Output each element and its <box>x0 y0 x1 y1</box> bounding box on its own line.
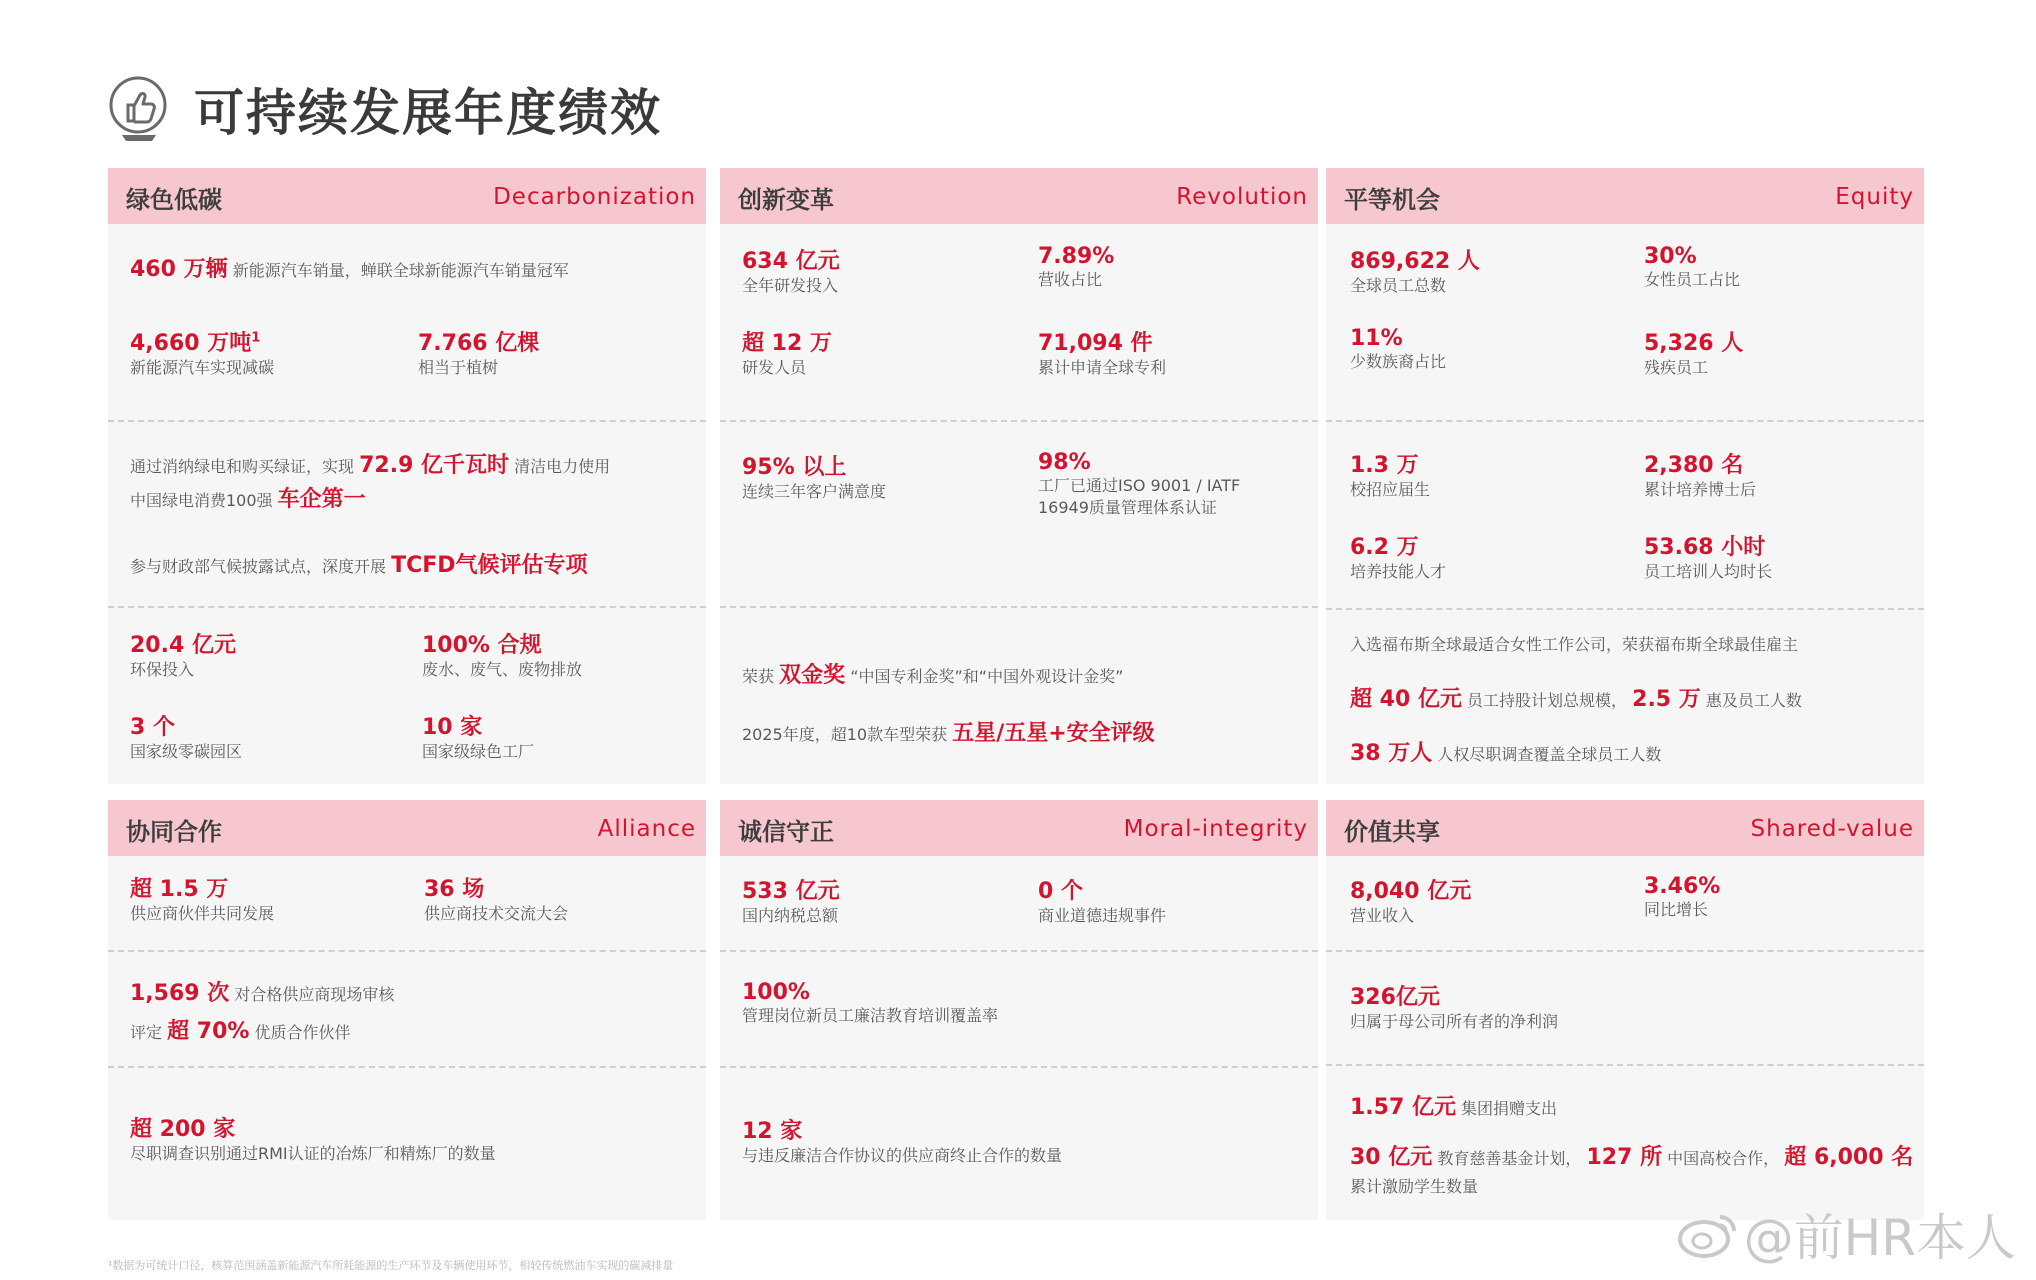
stat-tcfd <box>130 548 588 579</box>
stat-text: 新能源汽车销量，蝉联全球新能源汽车销量冠军 <box>232 261 569 280</box>
stat-value: 20.4 亿元 <box>130 633 236 658</box>
stat-tech-conferences <box>424 872 568 925</box>
divider <box>720 420 1318 422</box>
panel-title-en: Revolution <box>1176 184 1308 210</box>
divider <box>108 606 706 608</box>
stat-text: 教育慈善基金计划， <box>1437 1149 1582 1168</box>
panel-alliance <box>108 800 706 1220</box>
stat-skilled <box>1350 530 1446 583</box>
stat-zero-carbon-park <box>130 710 242 763</box>
panel-header <box>720 800 1318 856</box>
stat-label: 国家级绿色工厂 <box>422 742 535 761</box>
stat-education-fund <box>1350 1140 1913 1171</box>
stat-green-factory <box>422 710 534 763</box>
stat-value: 超 12 万 <box>742 331 832 356</box>
stat-human-rights <box>1350 736 1661 767</box>
panel-header <box>720 168 1318 224</box>
stat-value: 车企第一 <box>277 487 366 512</box>
stat-label: 国家级零碳园区 <box>130 742 243 761</box>
panel-title-cn: 平等机会 <box>1344 186 1440 214</box>
stat-value: 0 个 <box>1038 879 1083 904</box>
panel-title-en: Shared-value <box>1750 816 1914 842</box>
stat-value: 1,569 次 <box>130 981 230 1006</box>
stat-label: 累计申请全球专利 <box>1038 358 1167 377</box>
stat-value: 3 个 <box>130 715 175 740</box>
stat-value: 4,660 万吨 <box>130 331 252 356</box>
stat-rmi <box>130 1112 496 1165</box>
stat-label: 女性员工占比 <box>1644 270 1741 289</box>
stat-label: 全球员工总数 <box>1350 276 1447 295</box>
stat-text: 荣获 <box>742 667 775 686</box>
stat-label: 管理岗位新员工廉洁教育培训覆盖率 <box>742 1006 999 1025</box>
stat-value: 1.3 万 <box>1350 453 1419 478</box>
stat-label: 营收占比 <box>1038 270 1103 289</box>
stat-value: 2,380 名 <box>1644 453 1744 478</box>
stat-postdocs <box>1644 448 1756 501</box>
thumbs-up-trophy-icon <box>108 75 172 143</box>
stat-tax <box>742 874 840 927</box>
stat-revenue <box>1350 874 1471 927</box>
stat-label: 与违反廉洁合作协议的供应商终止合作的数量 <box>742 1146 1063 1165</box>
stat-label: 废水、废气、废物排放 <box>422 660 583 679</box>
stat-value: 1.57 亿元 <box>1350 1095 1456 1120</box>
stat-value: 超 1.5 万 <box>130 877 229 902</box>
stat-value: 双金奖 <box>779 663 846 688</box>
panel-title-cn: 创新变革 <box>738 186 834 214</box>
panel-title-cn: 价值共享 <box>1344 818 1440 846</box>
stat-safety-rating <box>742 716 1155 747</box>
panel-title-en: Decarbonization <box>493 184 696 210</box>
panel-moral-integrity <box>720 800 1318 1220</box>
stat-value: 36 场 <box>424 877 485 902</box>
stat-rd-investment <box>742 244 840 297</box>
stat-label: 归属于母公司所有者的净利润 <box>1350 1012 1559 1031</box>
panel-header <box>108 168 706 224</box>
stat-value: 12 家 <box>742 1119 803 1144</box>
stat-label: 少数族裔占比 <box>1350 352 1447 371</box>
stat-label: 供应商技术交流大会 <box>424 904 569 923</box>
stat-value: TCFD气候评估专项 <box>391 553 588 578</box>
panel-header <box>1326 168 1924 224</box>
stat-revenue-ratio <box>1038 244 1114 291</box>
divider <box>108 1066 706 1068</box>
stat-iso <box>1038 450 1240 519</box>
footnote: ¹数据为可统计口径，核算范围涵盖新能源汽车所耗能源的生产环节及车辆使用环节，相较传统燃油车实现的碳减排量 <box>108 1259 674 1272</box>
divider <box>108 950 706 952</box>
stat-value: 五星/五星+安全评级 <box>952 721 1155 746</box>
stat-text: 集团捐赠支出 <box>1461 1099 1558 1118</box>
stat-satisfaction <box>742 450 886 503</box>
stat-value: 2.5 万 <box>1632 687 1701 712</box>
stat-growth <box>1644 874 1720 921</box>
stat-label: 尽职调查识别通过RMI认证的冶炼厂和精炼厂的数量 <box>130 1144 496 1163</box>
footnote-marker: 1 <box>251 330 261 346</box>
panel-equity <box>1326 168 1924 784</box>
panel-header <box>108 800 706 856</box>
stat-value: 53.68 小时 <box>1644 535 1766 560</box>
stat-green-power <box>130 448 610 479</box>
stat-employees <box>1350 244 1480 297</box>
stat-text: 评定 <box>130 1023 163 1042</box>
page-header <box>108 72 662 146</box>
stat-label: 供应商伙伴共同发展 <box>130 904 275 923</box>
stat-label: 环保投入 <box>130 660 195 679</box>
stat-value: 98% <box>1038 450 1091 475</box>
stat-label: 研发人员 <box>742 358 807 377</box>
stat-training-hours <box>1644 530 1772 583</box>
stat-partners <box>130 872 274 925</box>
panel-revolution <box>720 168 1318 784</box>
stat-label: 国内纳税总额 <box>742 906 839 925</box>
panel-title-cn: 协同合作 <box>126 818 222 846</box>
stat-value: 超 70% <box>167 1019 250 1044</box>
stat-audits <box>130 976 394 1007</box>
divider <box>720 606 1318 608</box>
stat-value: 71,094 件 <box>1038 331 1153 356</box>
stat-value: 超 200 家 <box>130 1117 236 1142</box>
stat-label: 新能源汽车实现减碳 <box>130 358 275 377</box>
stat-value: 3.46% <box>1644 874 1721 899</box>
panel-title-en: Alliance <box>597 816 696 842</box>
stat-label: 工厂已通过ISO 9001 / IATF <box>1038 476 1241 495</box>
stat-label: 员工培训人均时长 <box>1644 562 1773 581</box>
stat-value: 533 亿元 <box>742 879 840 904</box>
stat-label: 培养技能人才 <box>1350 562 1447 581</box>
divider <box>1326 1064 1924 1066</box>
stat-value: 11% <box>1350 326 1403 351</box>
stat-label: 16949质量管理体系认证 <box>1038 498 1217 517</box>
stat-rd-staff <box>742 326 832 379</box>
stat-quality-partners <box>130 1014 351 1045</box>
stat-value: 5,326 人 <box>1644 331 1744 356</box>
divider <box>1326 420 1924 422</box>
stat-value: 326亿元 <box>1350 985 1440 1010</box>
stat-value: 72.9 亿千瓦时 <box>359 453 510 478</box>
panel-shared-value <box>1326 800 1924 1220</box>
stat-text: 员工持股计划总规模， <box>1467 691 1628 710</box>
stat-text: 清洁电力使用 <box>514 457 611 476</box>
stat-disabled <box>1644 326 1743 379</box>
stat-value: 6.2 万 <box>1350 535 1419 560</box>
stat-violations <box>1038 874 1166 927</box>
stat-text: 优质合作伙伴 <box>254 1023 351 1042</box>
stat-forbes <box>1350 632 1798 655</box>
stat-patents <box>1038 326 1166 379</box>
stat-gold-award <box>742 658 1123 689</box>
stat-ev-sales <box>130 252 569 283</box>
panel-header <box>1326 800 1924 856</box>
stat-label: 相当于植树 <box>418 358 499 377</box>
panel-title-cn: 绿色低碳 <box>126 186 222 214</box>
panel-title-en: Equity <box>1835 184 1914 210</box>
stat-value: 95% 以上 <box>742 455 847 480</box>
stat-text: 参与财政部气候披露试点，深度开展 <box>130 557 387 576</box>
weibo-icon <box>1676 1209 1738 1259</box>
divider <box>1326 950 1924 952</box>
stat-female <box>1644 244 1740 291</box>
page-title: 可持续发展年度绩效 <box>194 84 662 142</box>
stat-net-profit <box>1350 980 1558 1033</box>
stat-label: 同比增长 <box>1644 900 1709 919</box>
stat-value: 38 万人 <box>1350 741 1433 766</box>
divider <box>720 1066 1318 1068</box>
stat-value: 127 所 <box>1586 1145 1663 1170</box>
stat-value: 460 万辆 <box>130 257 228 282</box>
stat-terminated-suppliers <box>742 1114 1062 1167</box>
stat-text: “中国专利金奖”和“中国外观设计金奖” <box>850 667 1124 686</box>
stat-value: 30% <box>1644 244 1697 269</box>
divider <box>1326 608 1924 610</box>
stat-text: 人权尽职调查覆盖全球员工人数 <box>1437 745 1662 764</box>
stat-compliance <box>422 628 582 681</box>
stat-donations <box>1350 1090 1557 1121</box>
divider <box>720 950 1318 952</box>
stat-value: 8,040 亿元 <box>1350 879 1472 904</box>
panel-decarbonization <box>108 168 706 784</box>
stat-value: 30 亿元 <box>1350 1145 1433 1170</box>
stat-value: 7.766 亿棵 <box>418 331 540 356</box>
stat-env-investment <box>130 628 236 681</box>
stat-trees <box>418 326 539 379</box>
watermark-text: @前HR本人 <box>1743 1209 2016 1267</box>
stat-label: 全年研发投入 <box>742 276 839 295</box>
stat-label: 校招应届生 <box>1350 480 1431 499</box>
stat-value: 超 40 亿元 <box>1350 687 1462 712</box>
stat-text: 2025年度，超10款车型荣获 <box>742 725 948 744</box>
stat-value: 7.89% <box>1038 244 1115 269</box>
stat-text: 中国高校合作， <box>1667 1149 1780 1168</box>
stat-integrity-training <box>742 980 998 1027</box>
panel-title-cn: 诚信守正 <box>738 818 834 846</box>
stat-label: 营业收入 <box>1350 906 1415 925</box>
stat-value: 634 亿元 <box>742 249 840 274</box>
stat-label: 商业道德违规事件 <box>1038 906 1167 925</box>
stat-graduates <box>1350 448 1430 501</box>
stat-value: 100% <box>742 980 810 1005</box>
stat-text: 入选福布斯全球最适合女性工作公司，荣获福布斯全球最佳雇主 <box>1350 635 1799 654</box>
stat-value: 超 6,000 名 <box>1784 1145 1914 1170</box>
stat-label: 残疾员工 <box>1644 358 1709 377</box>
stat-text: 对合格供应商现场审核 <box>234 985 395 1004</box>
panel-title-en: Moral-integrity <box>1123 816 1308 842</box>
stat-carbon-reduction <box>130 326 274 379</box>
stat-green-rank <box>130 482 366 513</box>
watermark <box>1676 1198 2016 1270</box>
stat-label: 连续三年客户满意度 <box>742 482 887 501</box>
stat-value: 10 家 <box>422 715 483 740</box>
stat-value: 100% 合规 <box>422 633 542 658</box>
stat-text: 通过消纳绿电和购买绿证，实现 <box>130 457 355 476</box>
stat-minority <box>1350 326 1446 373</box>
stat-text: 惠及员工人数 <box>1705 691 1802 710</box>
stat-label: 累计激励学生数量 <box>1350 1177 1479 1196</box>
stat-label: 累计培养博士后 <box>1644 480 1757 499</box>
stat-text: 中国绿电消费100强 <box>130 491 273 510</box>
divider <box>108 420 706 422</box>
stat-value: 869,622 人 <box>1350 249 1480 274</box>
stat-esop <box>1350 682 1802 713</box>
